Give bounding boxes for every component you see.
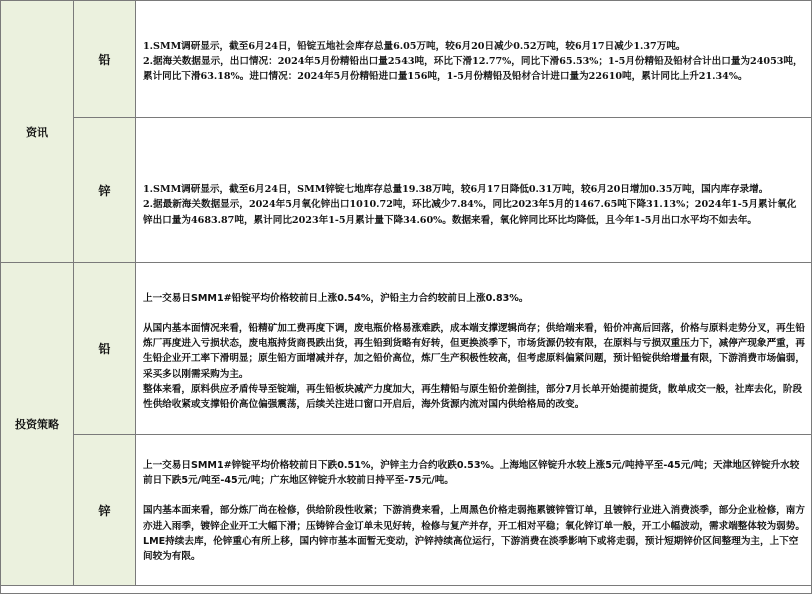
table-footer (1, 586, 812, 594)
news-lead-line-2: 2.据海关数据显示，出口情况：2024年5月份精铅出口量2543吨，环比下滑12.77%，同比下滑65.53%；1-5月份精铅及铅材合计出口量为24053吨，累计同比下滑63.18%。进口情况：2024年5月份精铅进口量156吨，1-5月份精铅及铅材合计进口量为22610吨，累计同比上升21.34%。 (143, 55, 803, 83)
news-lead-line-1: 1.SMM调研显示，截至6月24日，铅锭五地社会库存总量6.05万吨，较6月20日减少0.52万吨，较6月17日减少1.37万吨。 (143, 40, 686, 52)
strategy-zinc-label: 锌 (74, 435, 136, 586)
strategy-lead-para-2: 从国内基本面情况来看，铅精矿加工费再度下调，废电瓶价格易涨难跌，成本端支撑逻辑尚存；供给端来看，铅价冲高后回落，价格与原料走势分叉，再生铅炼厂再度进入亏损状态，废电瓶持货商畏跌出货，再生铅到货略有好转，但更换淡季下，市场货源仍较有限，在原料与亏损双重压力下，减停产现象严重，再生铅企业开工率下滑明显；原生铅方面增减并存，加之铅价高位，炼厂生产积极性较高，但考虑原料偏紧问题，预计铅锭供给增量有限，下游消费市场偏弱，采买多以刚需采购为主。 (143, 322, 805, 380)
news-zinc-line-2: 2.据最新海关数据显示，2024年5月氧化锌出口1010.72吨，环比减少7.84%，同比2023年5月的1467.65吨下降31.13%；2024年1-5月累计氧化锌出口量为4683.87吨，累计同比2023年1-5月累计量下降34.60%。数据来看，氧化锌同比环比均降低，且今年1-5月出口水平均不如去年。 (143, 199, 797, 226)
strategy-lead-content (136, 263, 812, 435)
news-zinc-row (1, 118, 812, 263)
strategy-zinc-para-3: LME持续去库，伦锌重心有所上移，国内锌市基本面暂无变动，沪锌持续高位运行，下游消费在淡季影响下或将走弱，预计短期锌价区间整理为主，上下空间较为有限。 (143, 535, 799, 562)
strategy-lead-label: 铅 (74, 263, 136, 435)
news-zinc-line-1: 1.SMM调研显示，截至6月24日，SMM锌锭七地库存总量19.38万吨，较6月17日降低0.31万吨，较6月20日增加0.35万吨，国内库存录增。 (143, 184, 769, 196)
strategy-zinc-row (1, 435, 812, 586)
strategy-zinc-para-2: 国内基本面来看，部分炼厂尚在检修，供给阶段性收紧；下游消费来看，上周黑色价格走弱拖累镀锌管订单，且镀锌行业进入消费淡季，部分企业检修，南方亦进入雨季，镀锌企业开工大幅下滑；压铸锌合金订单未见好转，检修与复产并存，开工相对平稳；氧化锌订单一般，开工小幅波动，需求端整体较为弱势。 (143, 505, 805, 532)
news-zinc-label: 锌 (74, 118, 136, 263)
strategy-category: 投资策略 (1, 263, 74, 586)
strategy-lead-para-3: 整体来看，原料供应矛盾传导至锭端，再生铅板块减产力度加大，再生精铅与原生铅价差倒挂，部分7月长单开始提前提货，散单成交一般，社库去化，阶段性供给收紧或支撑铅价高位偏强震荡，后续关注进口窗口开启后，海外货源内流对国内供给格局的改变。 (143, 383, 803, 410)
strategy-lead-row (1, 263, 812, 435)
strategy-zinc-content (136, 435, 812, 586)
strategy-zinc-para-1: 上一交易日SMM1#锌锭平均价格较前日下跌0.51%，沪锌主力合约收跌0.53%。上海地区锌锭升水较上涨5元/吨持平至-45元/吨；天津地区锌锭升水较前日下跌5元/吨至-45元/吨；广东地区锌锭升水较前日持平至-75元/吨。 (143, 459, 800, 487)
news-lead-row (1, 1, 812, 118)
news-lead-label: 铅 (74, 1, 136, 118)
news-zinc-content (136, 118, 812, 263)
news-category: 资讯 (1, 1, 74, 263)
news-lead-content (136, 1, 812, 118)
table-footer-row (1, 586, 812, 594)
strategy-lead-para-1: 上一交易日SMM1#铅锭平均价格较前日上涨0.54%，沪铅主力合约较前日上涨0.83%。 (143, 292, 529, 304)
